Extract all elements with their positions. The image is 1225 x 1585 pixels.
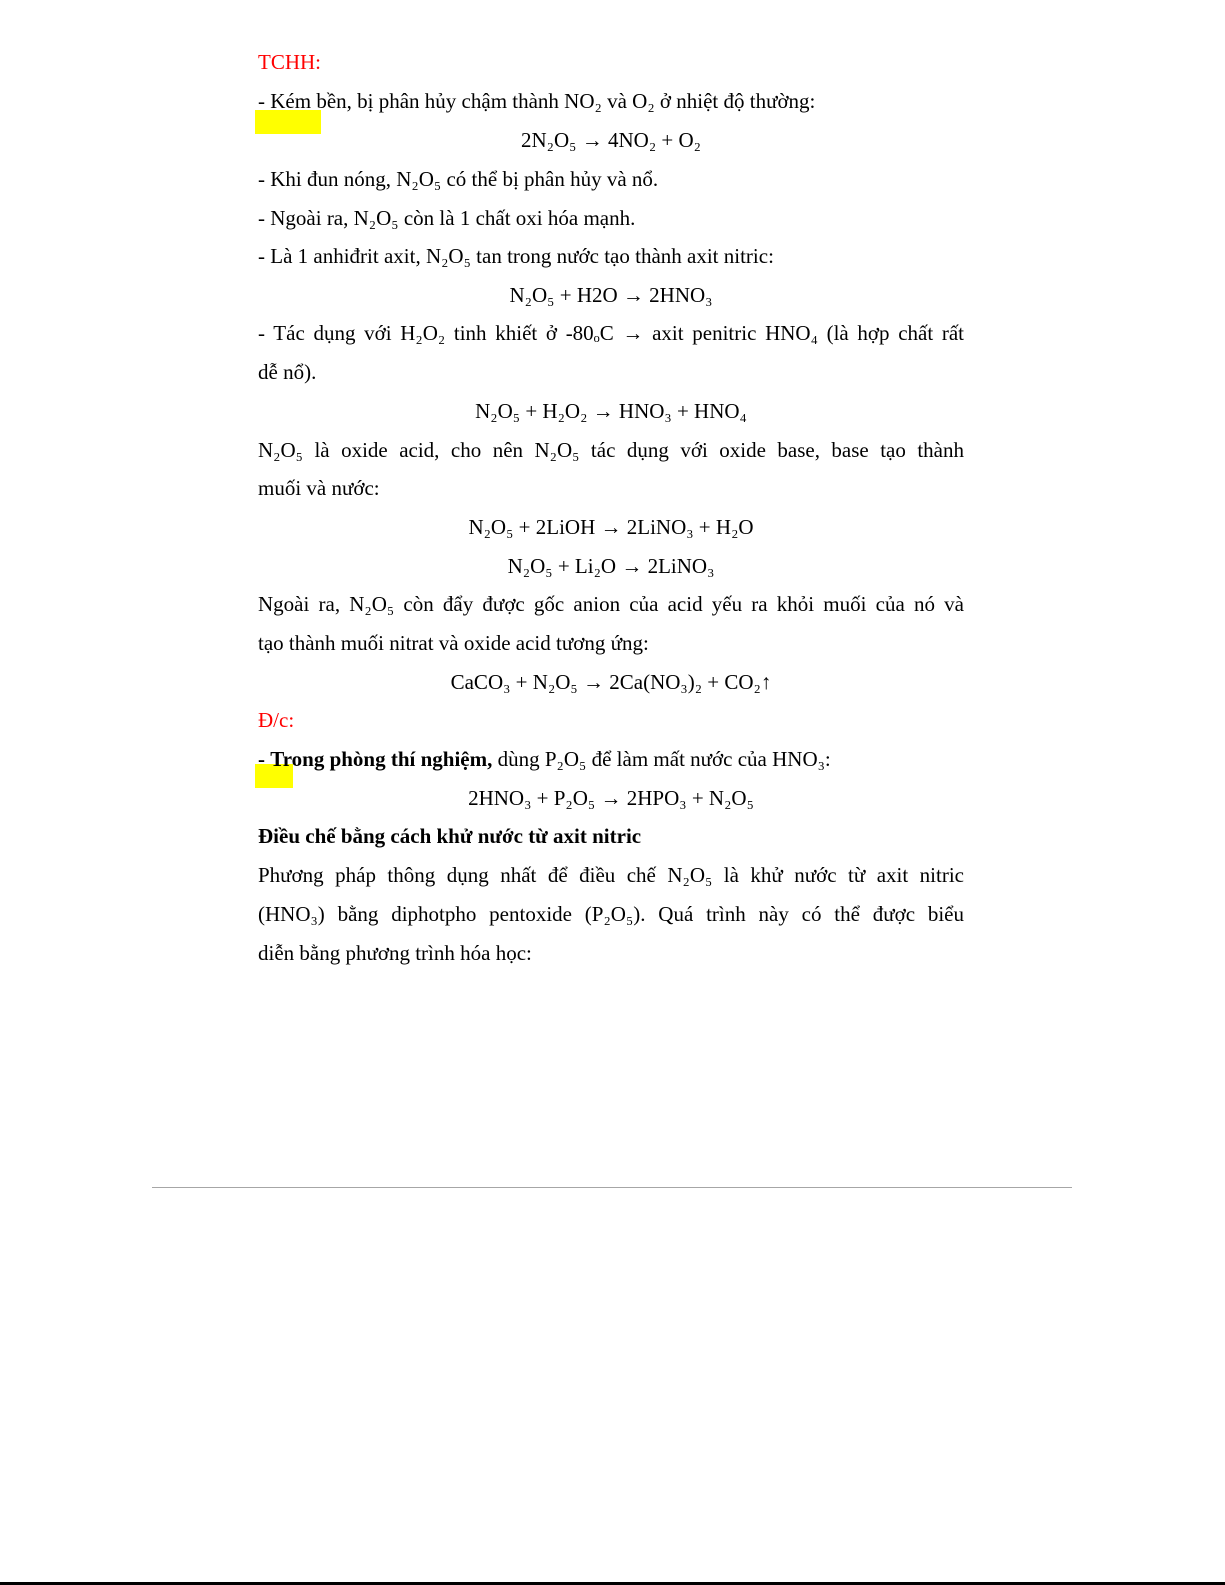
text-line: - Là 1 anhiđrit axit, N₂O₅ tan trong nước tạo thành axit nitric: (258, 244, 774, 268)
equation: N₂O₅ + 2LiOH → 2LiNO₃ + H₂O (468, 515, 754, 539)
page-divider (152, 1187, 1072, 1188)
text-line: N₂O₅ là oxide acid, cho nên N₂O₅ tác dụng với oxide base, base tạo thành (258, 438, 964, 462)
text-line (258, 88, 964, 114)
text-line: tạo thành muối nitrat và oxide acid tương ứng: (258, 631, 649, 655)
dash: - (258, 89, 265, 113)
text-line: Ngoài ra, N₂O₅ còn đẩy được gốc anion của acid yếu ra khỏi muối của nó và (258, 592, 964, 616)
text-line: Phương pháp thông dụng nhất để điều chế N₂O₅ là khử nước từ axit nitric (258, 863, 964, 887)
heading-dc: Đ/c: (258, 708, 295, 732)
equation: N₂O₅ + Li₂O → 2LiNO₃ (507, 554, 715, 578)
text-line: muối và nước: (258, 476, 380, 500)
line-text: Kém bền, bị phân hủy chậm thành NO₂ và O₂ ở nhiệt độ thường: (270, 89, 816, 113)
text-line: - Tác dụng với H₂O₂ tinh khiết ở -80ₒC → axit penitric HNO₄ (là hợp chất rất (258, 321, 964, 345)
text-line: (HNO₃) bằng diphotpho pentoxide (P₂O₅). Quá trình này có thể được biểu (258, 902, 964, 926)
dash: - (258, 747, 265, 771)
equation: CaCO₃ + N₂O₅ → 2Ca(NO₃)₂ + CO₂↑ (450, 670, 772, 694)
text-line (258, 746, 964, 772)
subheading: Điều chế bằng cách khử nước từ axit nitric (258, 824, 642, 848)
text-line: diễn bằng phương trình hóa học: (258, 941, 532, 965)
equation: N₂O₅ + H₂O₂ → HNO₃ + HNO₄ (475, 399, 747, 423)
text-line: - Khi đun nóng, N₂O₅ có thể bị phân hủy và nổ. (258, 167, 659, 191)
equation: 2N₂O₅ → 4NO₂ + O₂ (521, 128, 701, 152)
line-text: dùng P₂O₅ để làm mất nước của HNO₃: (497, 747, 831, 771)
heading-tchh: TCHH: (258, 50, 321, 74)
text-line: dễ nổ). (258, 360, 317, 384)
bold-phrase: Trong phòng thí nghiệm, (270, 747, 493, 771)
equation: N₂O₅ + H2O → 2HNO₃ (509, 283, 713, 307)
equation: 2HNO₃ + P₂O₅ → 2HPO₃ + N₂O₅ (468, 786, 754, 810)
text-line: - Ngoài ra, N₂O₅ còn là 1 chất oxi hóa mạnh. (258, 206, 636, 230)
